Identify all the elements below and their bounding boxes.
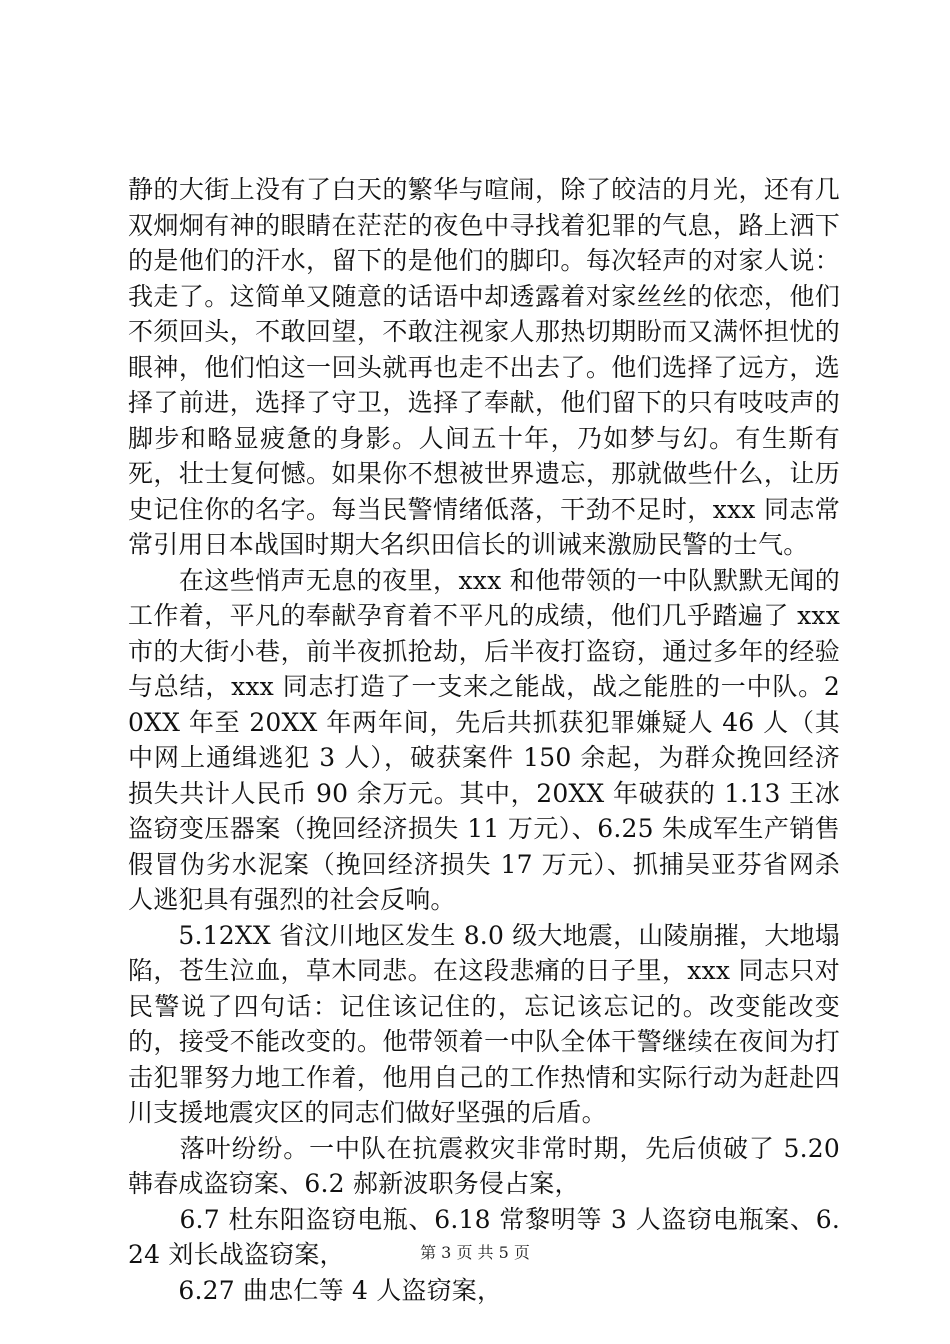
paragraph-earthquake: 5.12XX 省汶川地区发生 8.0 级大地震，山陵崩摧，大地塌陷，苍生泣血，草木同悲。在这段悲痛的日子里，xxx 同志只对民警说了四句话：记住该记住的，忘记该忘记的。改变能改变的，接受不能改变的。他带领着一中队全体干警继续在夜间为打击犯罪努力地工作着，他用自己的工作热情和实际行动为赶赴四川支援地震灾区的同志们做好坚强的后盾。 xyxy=(128,920,840,1127)
paragraph-squad-achievements: 在这些悄声无息的夜里，xxx 和他带领的一中队默默无闻的工作着，平凡的奉献孕育着不平凡的成绩，他们几乎踏遍了 xxx 市的大街小巷，前半夜抓抢劫，后半夜打盗窃，通过多年的经验与总结，xxx 同志打造了一支来之能战，战之能胜的一中队。20XX 年至 20XX 年两年间，先后共抓获犯罪嫌疑人 46 人（其中网上通缉逃犯 3 人），破获案件 150 余起，为群众挽回经济损失共计人民币 90 余万元。其中，20XX 年破获的 1.13 王冰盗窃变压器案（挽回经济损失 11 万元）、6.25 朱成军生产销售假冒伪劣水泥案（挽回经济损失 17 万元）、抓捕吴亚芬省网杀人逃犯具有强烈的社会反响。 xyxy=(128,565,849,914)
paragraph-cases-final: 6.27 曲忠仁等 4 人盗窃案， xyxy=(128,1275,503,1305)
paragraph-night-patrol: 静的大街上没有了白天的繁华与喧闹，除了皎洁的月光，还有几双炯炯有神的眼睛在茫茫的夜色中寻找着犯罪的气息，路上洒下的是他们的汗水，留下的是他们的脚印。每次轻声的对家人说：我走了。这简单又随意的话语中却透露着对家丝丝的依恋，他们不须回头，不敢回望，不敢注视家人那热切期盼而又满怀担忧的眼神，他们怕这一回头就再也走不出去了。他们选择了远方，选择了前进，选择了守卫，选择了奉献，他们留下的只有吱吱声的脚步和略显疲惫的身影。人间五十年，乃如梦与幻。有生斯有死，壮士复何憾。如果你不想被世界遗忘，那就做些什么，让历史记住你的名字。每当民警情绪低落，干劲不足时，xxx 同志常常引用日本战国时期大名织田信长的训诫来激励民警的士气。 xyxy=(128,175,840,559)
document-body xyxy=(128,172,849,1308)
page-footer: 第 3 页 共 5 页 xyxy=(420,1243,530,1262)
paragraph-cases-list: 6.7 杜东阳盗窃电瓶、6.18 常黎明等 3 人盗窃电瓶案、6.24 刘长战盗窃案， xyxy=(128,1204,840,1269)
paragraph-cases-intro: 落叶纷纷。一中队在抗震救灾非常时期，先后侦破了 5.20 韩春成盗窃案、6.2 郝新波职务侵占案， xyxy=(128,1133,849,1198)
